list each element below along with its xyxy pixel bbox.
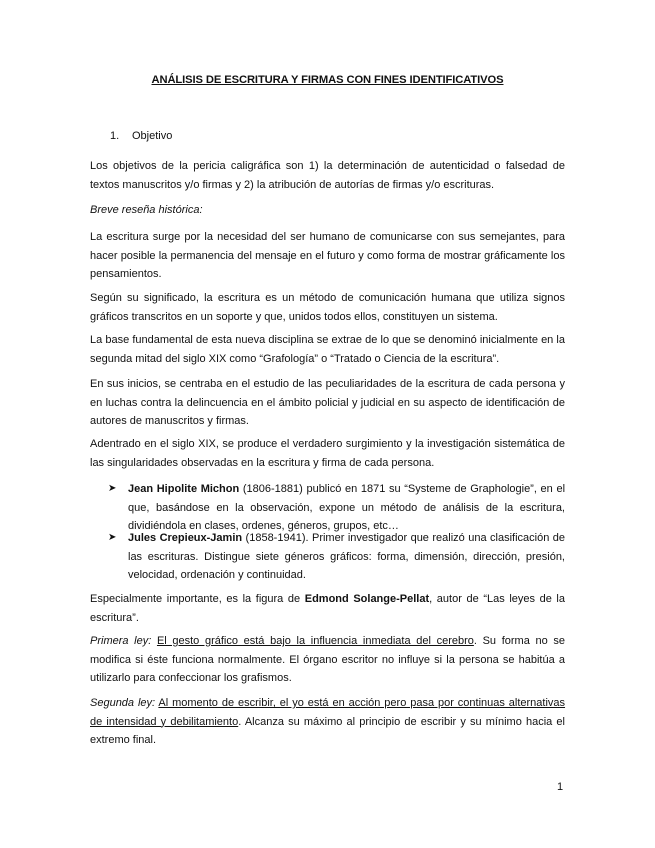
paragraph-solange xyxy=(90,590,565,627)
law-label: Primera ley: xyxy=(90,635,152,647)
law-statement: Al momento de escribir, el yo está en acción pero pasa por continuas alternativas de intensidad y debilitamiento xyxy=(90,697,566,728)
paragraph-objectives: Los objetivos de la pericia caligráfica son 1) la determinación de autenticidad o falsedad de textos manuscritos y/o firmas y 2) la atribución de autorías de firmas y/o escrituras. xyxy=(90,160,565,191)
section-heading xyxy=(110,130,172,142)
arrow-right-bullet-icon: ➤ xyxy=(108,532,117,543)
paragraph-foundation: La base fundamental de esta nueva disciplina se extrae de lo que se denominó inicialmente en la segunda mitad del siglo XIX como “Grafología” o “Tratado o Ciencia de la escritura”. xyxy=(90,334,565,365)
arrow-right-bullet-icon: ➤ xyxy=(108,483,117,494)
subheading-history: Breve reseña histórica: xyxy=(90,204,203,216)
person-name: Edmond Solange-Pellat xyxy=(304,593,430,605)
document-title: ANÁLISIS DE ESCRITURA Y FIRMAS CON FINES IDENTIFICATIVOS xyxy=(151,74,504,86)
paragraph-meaning: Según su significado, la escritura es un método de comunicación humana que utiliza signos gráficos transcritos en un soporte y que, unidos todos ellos, constituyen un sistema. xyxy=(90,292,565,323)
law-rest: . Su forma no se modifica si éste funciona normalmente. El órgano escritor no influye si la persona se habitúa a utilizarlo para confeccionar los grafismos. xyxy=(90,635,565,684)
paragraph-xix-century: Adentrado en el siglo XIX, se produce el verdadero surgimiento y la investigación sistemática de las singularidades observadas en la escritura y firma de cada persona. xyxy=(90,438,565,469)
solange-after: , autor de “Las leyes de la escritura”. xyxy=(90,593,565,624)
paragraph-beginnings: En sus inicios, se centraba en el estudio de las peculiaridades de la escritura de cada persona y en luchas contra la delincuencia en el ámbito policial y judicial en su aspecto de identificación de autores de manuscritos y firmas. xyxy=(90,378,565,427)
law-rest: . Alcanza su máximo al principio de escribir y su mínimo hacia el extremo final. xyxy=(90,715,565,746)
page-number: 1 xyxy=(557,781,564,793)
law-statement: El gesto gráfico está bajo la influencia inmediata del cerebro xyxy=(156,635,474,647)
list-item xyxy=(108,529,565,585)
law-label: Segunda ley: xyxy=(90,697,156,709)
list-item-text: (1858-1941). Primer investigador que realizó una clasificación de las escrituras. Distingue siete géneros gráficos: forma, dimensión, dirección, presión, velocidad, ordenación y continuidad. xyxy=(128,532,565,581)
person-name: Jean Hipolite Michon xyxy=(128,483,240,495)
paragraph-first-law xyxy=(90,632,565,688)
list-item-text: (1806-1881) publicó en 1871 su “Systeme de Graphologie”, en el que, basándose en la observación, expone un método de análisis de la escritura, dividiéndola en clases, ordenes, géneros, grupos, etc… xyxy=(128,483,566,532)
list-item xyxy=(108,480,565,536)
person-name: Jules Crepieux-Jamin xyxy=(128,532,243,544)
section-label: Objetivo xyxy=(132,130,173,142)
paragraph-second-law xyxy=(90,694,565,750)
paragraph-origin: La escritura surge por la necesidad del ser humano de comunicarse con sus semejantes, para hacer posible la permanencia del mensaje en el futuro y como forma de mostrar gráficamente los pensamientos. xyxy=(90,231,565,280)
solange-before: Especialmente importante, es la figura de xyxy=(90,593,305,605)
section-number: 1. xyxy=(110,130,120,142)
